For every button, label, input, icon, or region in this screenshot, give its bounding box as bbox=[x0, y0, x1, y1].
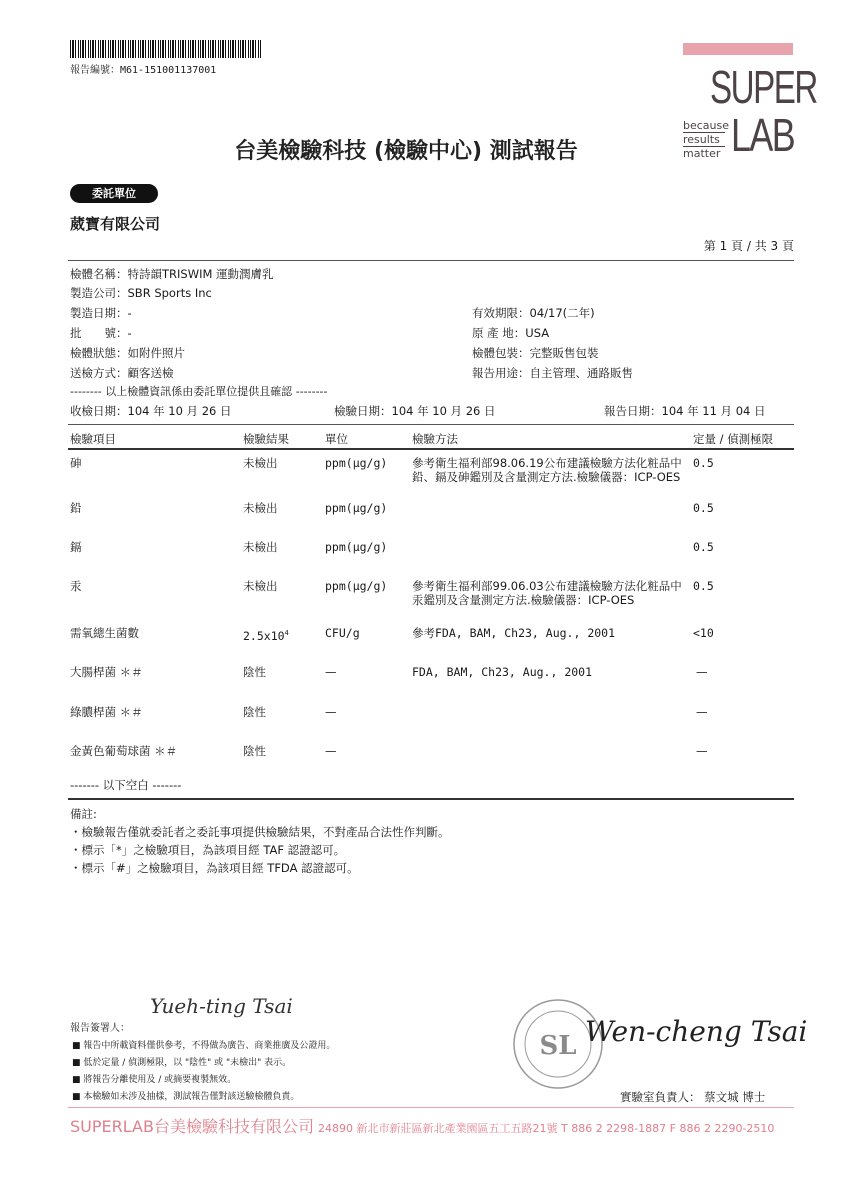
row-limit: 0.5 bbox=[693, 540, 714, 554]
remarks-title: 備註: bbox=[70, 807, 97, 821]
sample-name: 檢體名稱：特詩韻TRISWIM 運動潤膚乳 bbox=[70, 267, 274, 281]
sample-maker: 製造公司：SBR Sports Inc bbox=[70, 286, 212, 300]
footer-brand: SUPERLAB台美檢驗科技有限公司 bbox=[70, 1117, 314, 1136]
row-method: 參考衛生福利部99.06.03公布建議檢驗方法化粧品中汞鑑別及含量測定方法.檢驗儀器：ICP-OES bbox=[412, 579, 682, 607]
row-result: 陰性 bbox=[243, 744, 266, 758]
row-item: 綠膿桿菌 ＊＃ bbox=[70, 705, 143, 719]
report-number: 報告編號：M61-151001137001 bbox=[70, 65, 217, 76]
client-name: 葳寶有限公司 bbox=[70, 215, 161, 233]
logo-tag-line3: matter bbox=[683, 147, 721, 160]
col-header-item: 檢驗項目 bbox=[70, 432, 116, 446]
row-unit: ppm(μg/g) bbox=[325, 540, 388, 554]
sample-state: 檢體狀態：如附件照片 bbox=[70, 346, 185, 360]
col-header-unit: 單位 bbox=[325, 432, 348, 446]
table-top-border bbox=[68, 424, 794, 425]
col-header-method: 檢驗方法 bbox=[412, 432, 458, 446]
row-item: 鉛 bbox=[70, 501, 82, 515]
col-header-limit: 定量 / 偵測極限 bbox=[693, 432, 774, 446]
row-limit: 0.5 bbox=[693, 501, 714, 515]
end-blank-note: ------- 以下空白 ------- bbox=[70, 778, 182, 792]
page-number: 第 1 頁 / 共 3 頁 bbox=[703, 239, 794, 253]
row-item: 鎘 bbox=[70, 540, 82, 554]
footer-note: ■ 本檢驗如未涉及抽樣，測試報告僅對該送驗檢體負責。 bbox=[72, 1092, 300, 1102]
sample-origin: 原 產 地：USA bbox=[472, 326, 550, 340]
footer-divider bbox=[68, 1107, 794, 1108]
row-method: 參考衛生福利部98.06.19公布建議檢驗方法化粧品中鉛、鎘及砷鑑別及含量測定方法.檢驗儀器：ICP-OES bbox=[412, 456, 682, 484]
row-limit: <10 bbox=[693, 626, 714, 640]
sample-usage: 報告用途：自主管理、通路販售 bbox=[472, 366, 633, 380]
table-bottom-border bbox=[68, 798, 794, 800]
footer-note: ■ 將報告分離使用及 / 或摘要複製無效。 bbox=[72, 1075, 237, 1085]
row-unit: CFU/g bbox=[325, 626, 360, 640]
row-unit: ppm(μg/g) bbox=[325, 501, 388, 515]
table-header-border bbox=[68, 448, 794, 450]
row-limit: 0.5 bbox=[693, 579, 714, 593]
row-unit: ppm(μg/g) bbox=[325, 456, 388, 470]
footer-note: ■ 低於定量 / 偵測極限，以 "陰性" 或 "未檢出" 表示。 bbox=[72, 1058, 292, 1068]
barcode bbox=[70, 40, 262, 58]
remark-item: ・檢驗報告僅就委託者之委託事項提供檢驗結果，不對產品合法性作判斷。 bbox=[70, 825, 450, 839]
row-result: 未檢出 bbox=[243, 501, 278, 515]
result-exponent: 4 bbox=[284, 629, 289, 637]
lab-head-label: 實驗室負責人： 蔡文城 博士 bbox=[620, 1090, 766, 1104]
row-limit: — bbox=[696, 705, 708, 719]
lab-head-signature: Wen-cheng Tsai bbox=[585, 1015, 808, 1048]
signer-label: 報告簽署人： bbox=[70, 1023, 130, 1034]
row-limit: — bbox=[696, 665, 708, 679]
divider bbox=[68, 260, 794, 261]
sample-lot: 批 號：- bbox=[70, 326, 132, 340]
row-unit: ppm(μg/g) bbox=[325, 579, 388, 593]
row-method: FDA, BAM, Ch23, Aug., 2001 bbox=[412, 665, 593, 679]
logo-tag-line1: because bbox=[683, 119, 730, 132]
remark-item: ・標示「*」之檢驗項目，為該項目經 TAF 認證認可。 bbox=[70, 843, 346, 857]
row-result: 未檢出 bbox=[243, 540, 278, 554]
remark-item: ・標示「#」之檢驗項目，為該項目經 TFDA 認證認可。 bbox=[70, 861, 359, 875]
row-result bbox=[243, 626, 289, 643]
row-unit: — bbox=[325, 744, 337, 758]
footer-note: ■ 報告中所載資料僅供參考，不得做為廣告、商業推廣及公證用。 bbox=[72, 1041, 336, 1051]
signer-signature: Yueh-ting Tsai bbox=[150, 994, 293, 1018]
row-unit: — bbox=[325, 705, 337, 719]
row-item: 大腸桿菌 ＊＃ bbox=[70, 665, 143, 679]
logo-accent-bar bbox=[683, 43, 793, 55]
row-result: 未檢出 bbox=[243, 579, 278, 593]
row-result: 陰性 bbox=[243, 705, 266, 719]
col-header-result: 檢驗結果 bbox=[243, 432, 289, 446]
logo-tag-line2: results bbox=[683, 133, 725, 147]
row-limit: — bbox=[696, 744, 708, 758]
footer-address: 24890 新北市新莊區新北產業園區五工五路21號 T 886 2 2298-1887 F 886 2 2290-2510 bbox=[318, 1122, 775, 1135]
sample-package: 檢體包裝：完整販售包裝 bbox=[472, 346, 599, 360]
logo-lab: LAB bbox=[731, 109, 795, 161]
received-date: 收檢日期：104 年 10 月 26 日 bbox=[70, 404, 232, 418]
sample-confirm-note: -------- 以上檢體資訊係由委託單位提供且確認 -------- bbox=[70, 385, 328, 398]
result-base: 2.5x10 bbox=[243, 628, 285, 643]
row-unit: — bbox=[325, 665, 337, 679]
report-title: 台美檢驗科技 (檢驗中心) 測試報告 bbox=[234, 139, 578, 164]
row-item: 金黃色葡萄球菌 ＊＃ bbox=[70, 744, 178, 758]
report-date: 報告日期：104 年 11 月 04 日 bbox=[604, 404, 766, 418]
row-item: 需氧總生菌數 bbox=[70, 626, 139, 640]
client-badge: 委託單位 bbox=[70, 184, 158, 203]
sample-expiry: 有效期限：04/17(二年) bbox=[472, 306, 595, 320]
sample-mfg-date: 製造日期：- bbox=[70, 306, 132, 320]
logo-super: SUPER bbox=[710, 61, 817, 113]
row-method: 參考FDA, BAM, Ch23, Aug., 2001 bbox=[412, 626, 616, 640]
row-limit: 0.5 bbox=[693, 456, 714, 470]
test-date: 檢驗日期：104 年 10 月 26 日 bbox=[334, 404, 496, 418]
sample-delivery: 送檢方式：顧客送檢 bbox=[70, 366, 174, 380]
row-result: 未檢出 bbox=[243, 456, 278, 470]
stamp-text: SL bbox=[539, 1031, 577, 1061]
row-item: 汞 bbox=[70, 579, 82, 593]
row-item: 砷 bbox=[70, 456, 82, 470]
row-result: 陰性 bbox=[243, 665, 266, 679]
